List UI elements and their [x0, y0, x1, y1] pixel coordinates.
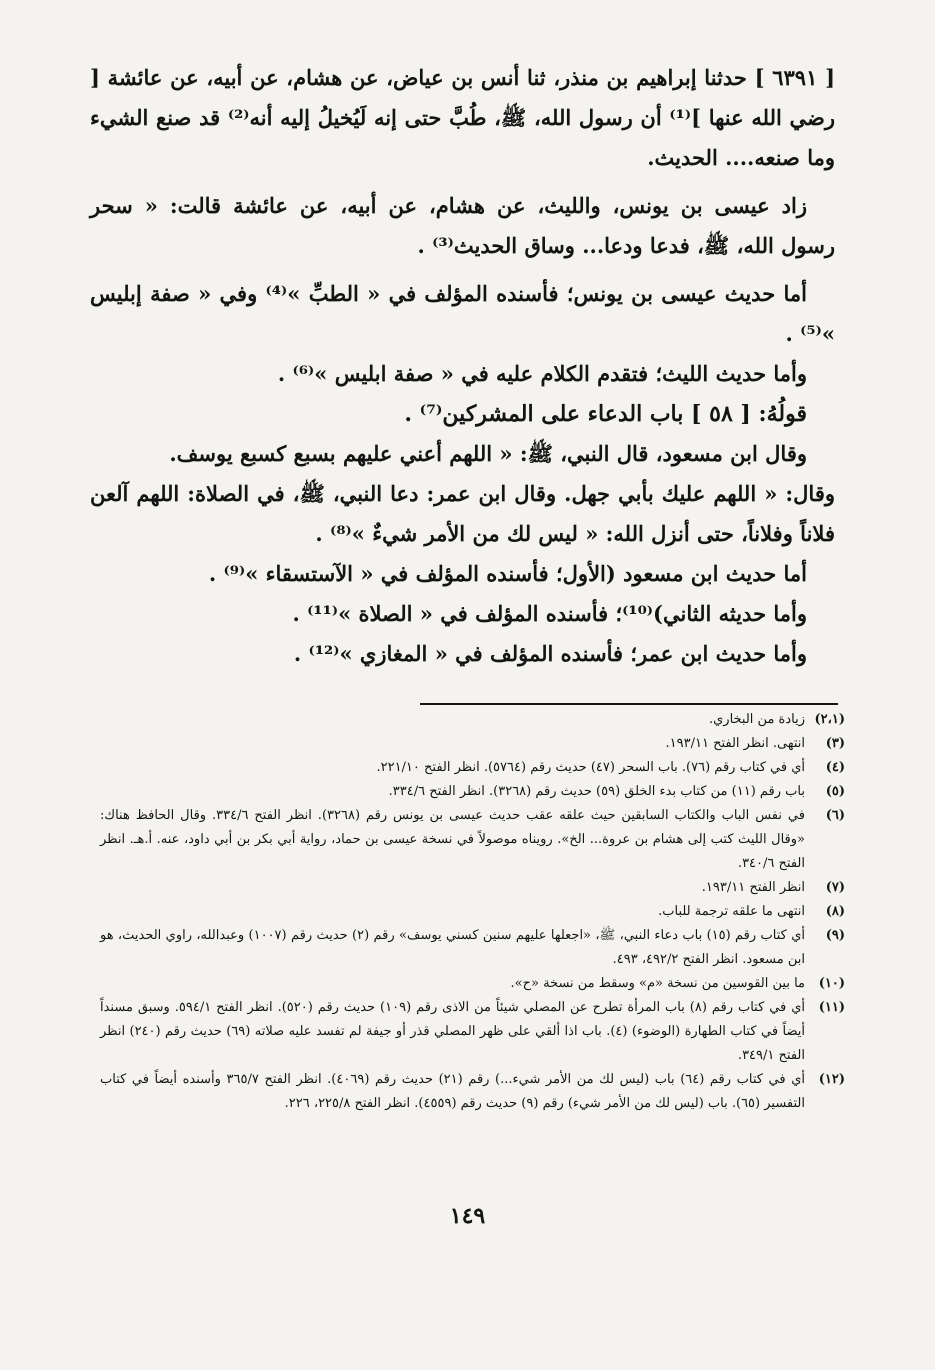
footnote-text: ما بين القوسين من نسخة «م» وسقط من نسخة «ح». [510, 976, 805, 991]
footnote-text: أي في كتاب رقم (٦٤) باب (ليس لك من الأمر شيء...) رقم (٢١) حديث رقم (٤٠٦٩). انظر الفتح ٣٦٥/٧ وأسنده أيضاً في كتاب التفسير (٦٥). باب (ليس لك من الأمر شيء) رقم (٩) حديث رقم (٤٥٥٩). انظر الفتح ٢٢٥/٨، ٢٢٦. [100, 1072, 805, 1111]
hadith-paragraph-2: زاد عيسى بن يونس، والليث، عن هشام، عن أبيه، عن عائشة قالت: « سحر رسول الله، ﷺ، فدعا ودعا... وساق الحديث⁽³⁾ . [90, 193, 835, 258]
footnote-text: باب رقم (١١) من كتاب بدء الخلق (٥٩) حديث رقم (٣٢٦٨). انظر الفتح ٣٣٤/٦. [388, 784, 805, 799]
commentary-paragraph-2: وأما حديث الليث؛ فتقدم الكلام عليه في « صفة ابليس »⁽⁶⁾ . [277, 361, 807, 386]
footnote [100, 876, 845, 900]
footnote-number: (٦) [825, 808, 845, 823]
footnote [100, 756, 845, 780]
footnote [100, 708, 845, 732]
footnote-text: انظر الفتح ١٩٣/١١. [701, 880, 805, 895]
commentary-paragraph-1: أما حديث عيسى بن يونس؛ فأسنده المؤلف في « الطبِّ »⁽⁴⁾ وفي « صفة إبليس »⁽⁵⁾ . [90, 281, 835, 346]
footnote [100, 1068, 845, 1116]
footnote-number: (٥) [825, 784, 845, 799]
commentary-paragraph-5: وأما حديث ابن عمر؛ فأسنده المؤلف في « المغازي »⁽¹²⁾ . [293, 641, 807, 666]
footnote [100, 972, 845, 996]
footnote-number: (٤) [825, 760, 845, 775]
hadith-paragraph-1: [ ٦٣٩١ ] حدثنا إبراهيم بن منذر، ثنا أنس بن عياض، عن هشام، عن أبيه، عن عائشة [ رضي الله عنها ]⁽¹⁾ أن رسول الله، ﷺ، طُبَّ حتى إنه لَيُخيلُ إليه أنه⁽²⁾ قد صنع الشيء وما صنعه.... الحديث. [90, 65, 835, 170]
footnote-text: زيادة من البخاري. [708, 712, 805, 727]
footnote-text: في نفس الباب والكتاب السابقين حيث علقه عقب حديث عيسى بن يونس رقم (٣٢٦٨). انظر الفتح ٣٣٤/٦. وقال الحافظ هناك: «وقال الليث كتب إلى هشام بن عروة... الخ». رويناه موصولاً في نسخة عيسى بن حماد، رواية أبي بكر بن أبي داود، عنه. أ.هـ. انظر الفتح ٣٤٠/٦. [100, 808, 805, 871]
footnote-number: (٣) [825, 736, 845, 751]
commentary-paragraph-4: وأما حديثه الثاني)⁽¹⁰⁾؛ فأسنده المؤلف في « الصلاة »⁽¹¹⁾ . [292, 601, 807, 626]
footnote [100, 804, 845, 876]
footnote [100, 780, 845, 804]
footnotes [100, 708, 845, 1116]
footnote-text: انتهى. انظر الفتح ١٩٣/١١. [665, 736, 805, 751]
footnote [100, 900, 845, 924]
hadith-paragraph-3: وقال ابن مسعود، قال النبي، ﷺ: « اللهم أعني عليهم بسبع كسبع يوسف. [169, 441, 807, 466]
footnote [100, 924, 845, 972]
chapter-heading: قولُهُ: [ ٥٨ ] باب الدعاء على المشركين⁽⁷⁾ . [404, 401, 807, 427]
page-number: ١٤٩ [449, 1203, 486, 1229]
main-text [90, 58, 835, 674]
footnote-text: انتهى ما علقه ترجمة للباب. [658, 904, 805, 919]
footnote-number: (١٢) [818, 1072, 845, 1087]
hadith-paragraph-4: وقال: « اللهم عليك بأبي جهل. وقال ابن عمر: دعا النبي، ﷺ، في الصلاة: اللهم آلعن فلاناً وفلاناً، حتى أنزل الله: « ليس لك من الأمر شيءٌ »⁽⁸⁾ . [90, 481, 835, 546]
footnote-number: (١٠) [818, 976, 845, 991]
footnote-number: (١١) [818, 1000, 845, 1015]
footnote-number: (٨) [825, 904, 845, 919]
footnote-number: (٩) [825, 928, 845, 943]
footnote [100, 732, 845, 756]
footnote [100, 996, 845, 1068]
commentary-paragraph-3: أما حديث ابن مسعود (الأول؛ فأسنده المؤلف في « الآستسقاء »⁽⁹⁾ . [208, 561, 807, 586]
footnote-text: أي في كتاب رقم (٧٦). باب السحر (٤٧) حديث رقم (٥٧٦٤). انظر الفتح ٢٢١/١٠. [376, 760, 805, 775]
footnote-number: (٢،١) [814, 712, 845, 727]
footnote-divider [420, 703, 838, 705]
footnote-text: أي كتاب رقم (١٥) باب دعاء النبي، ﷺ، «اجعلها عليهم سنين كسني يوسف» رقم (٢) حديث رقم (١٠٠٧) وعبدالله، راوي الحديث، هو ابن مسعود. انظر الفتح ٤٩٢/٢، ٤٩٣. [100, 928, 805, 967]
footnote-text: أي في كتاب رقم (٨) باب المرأة تطرح عن المصلي شيئاً من الاذى رقم (١٠٩) حديث رقم (٥٢٠). انظر الفتح ٥٩٤/١. وسبق مسنداً أيضاً في كتاب الطهارة (الوضوء) (٤). باب اذا ألقي على ظهر المصلي قذر أو جيفة لم تفسد عليه صلاته (٦٩) حديث رقم (٢٤٠) انظر الفتح ٣٤٩/١. [100, 1000, 805, 1063]
footnote-number: (٧) [825, 880, 845, 895]
